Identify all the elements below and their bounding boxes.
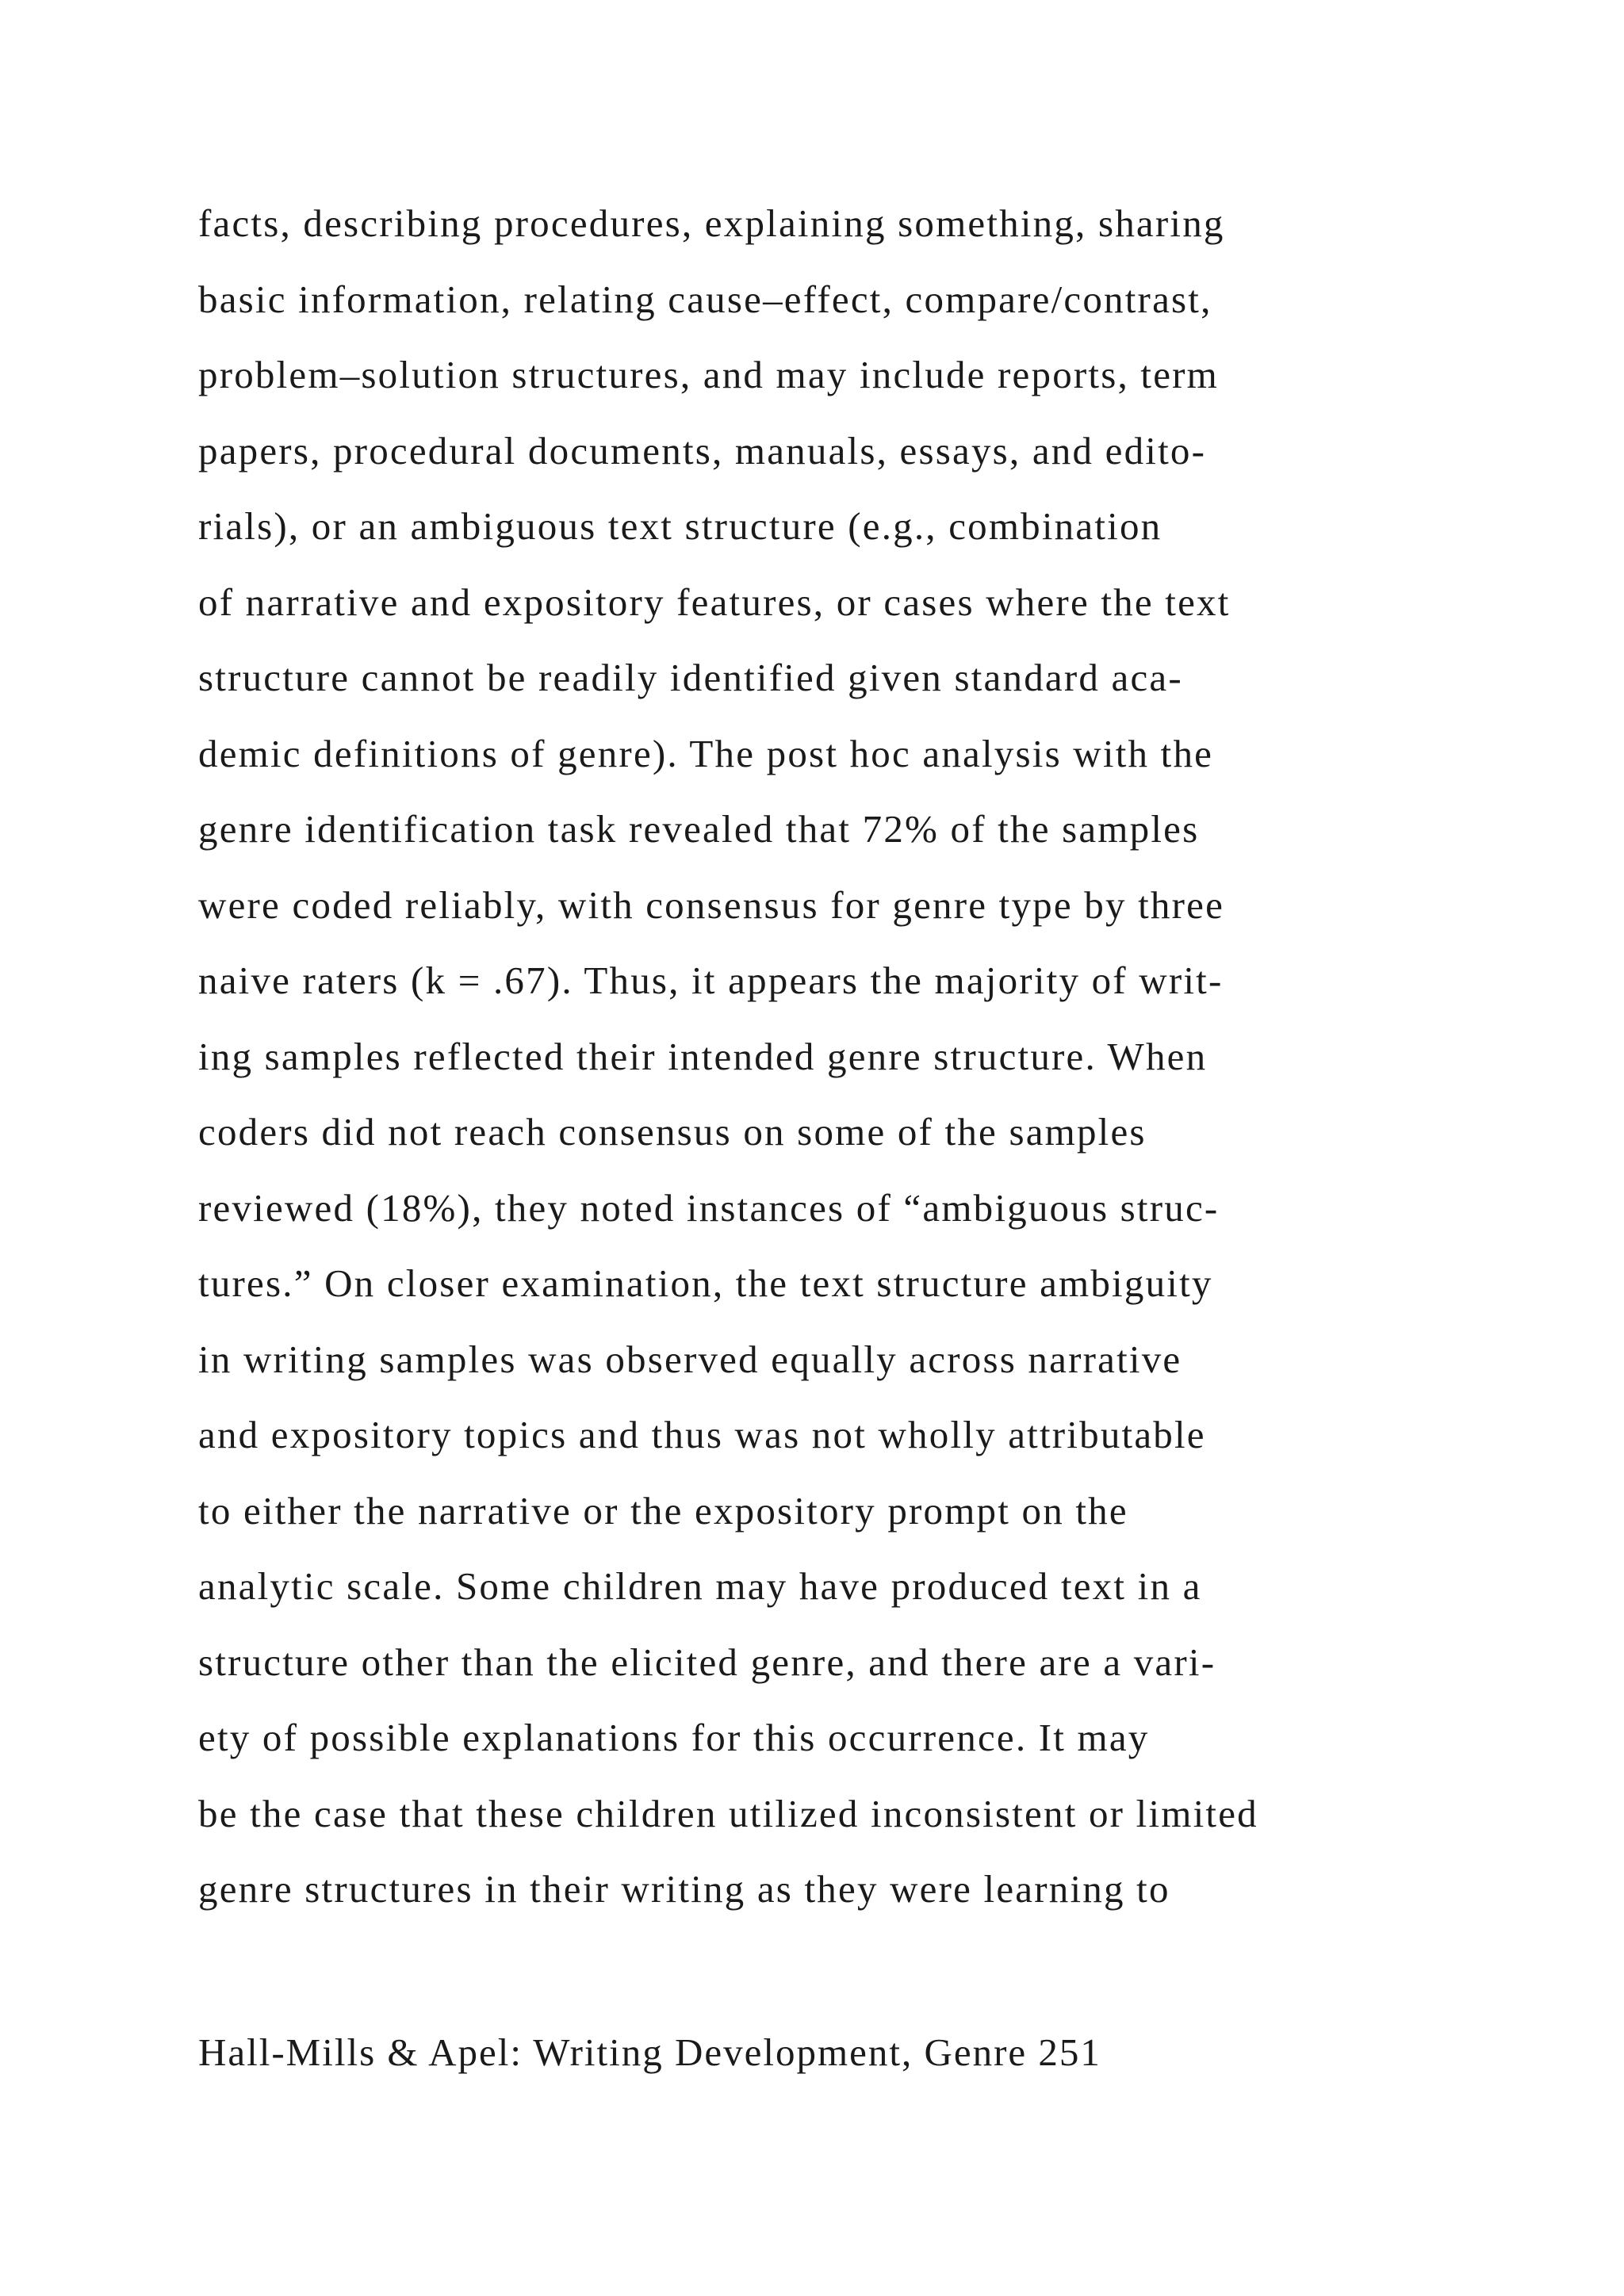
text-line: of narrative and expository features, or cases where the text	[198, 580, 1231, 624]
text-line: in writing samples was observed equally across narrative	[198, 1337, 1182, 1381]
text-line: problem–solution structures, and may include reports, term	[198, 353, 1219, 396]
text-line: rials), or an ambiguous text structure (e.g., combination	[198, 504, 1162, 548]
text-line: basic information, relating cause–effect, compare/contrast,	[198, 277, 1212, 321]
text-line: papers, procedural documents, manuals, essays, and edito-	[198, 428, 1207, 473]
text-line: facts, describing procedures, explaining something, sharing	[198, 201, 1225, 245]
text-line: structure other than the elicited genre, and there are a vari-	[198, 1640, 1216, 1684]
text-line: structure cannot be readily identified given standard aca-	[198, 656, 1183, 699]
text-line: naive raters (k = .67). Thus, it appears the majority of writ-	[198, 959, 1224, 1002]
text-line: demic definitions of genre). The post hoc analysis with the	[198, 731, 1214, 775]
text-line: genre structures in their writing as they were learning to	[198, 1867, 1170, 1911]
text-line: analytic scale. Some children may have produced text in a	[198, 1564, 1202, 1608]
text-line: ety of possible explanations for this occurrence. It may	[198, 1716, 1150, 1759]
body-paragraph	[198, 195, 1467, 1937]
text-line: coders did not reach consensus on some of the samples	[198, 1110, 1147, 1154]
running-footer: Hall-Mills & Apel: Writing Development, Genre 251	[198, 2030, 1101, 2074]
text-line: reviewed (18%), they noted instances of “ambiguous struc-	[198, 1185, 1220, 1230]
text-line: ing samples reflected their intended genre structure. When	[198, 1034, 1208, 1078]
text-line: be the case that these children utilized inconsistent or limited	[198, 1791, 1258, 1835]
text-line: were coded reliably, with consensus for genre type by three	[198, 882, 1225, 927]
text-line: genre identification task revealed that 72% of the samples	[198, 807, 1200, 851]
text-line: to either the narrative or the expository prompt on the	[198, 1488, 1128, 1533]
text-line: and expository topics and thus was not wholly attributable	[198, 1413, 1206, 1456]
text-line: tures.” On closer examination, the text structure ambiguity	[198, 1261, 1213, 1305]
